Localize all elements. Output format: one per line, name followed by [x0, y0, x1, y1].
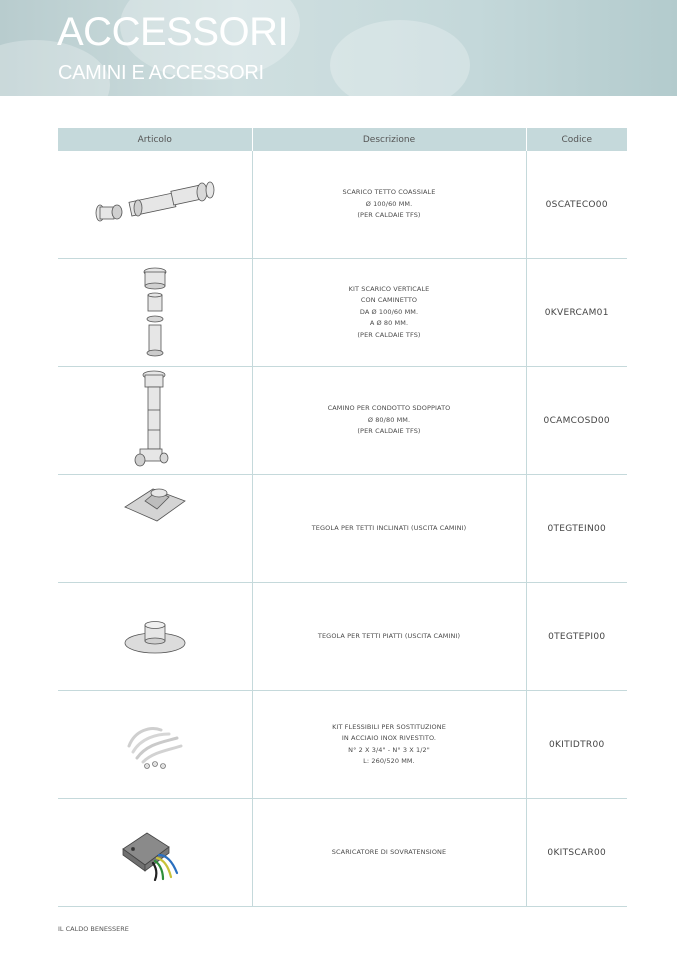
product-table — [58, 128, 627, 907]
split-flue-chimney-image — [130, 370, 180, 472]
table-row — [58, 799, 627, 907]
article-cell — [58, 475, 252, 583]
code-cell: 0TEGTEPI00 — [526, 583, 627, 691]
code-cell: 0SCATECO00 — [526, 151, 627, 259]
code-cell: 0KITSCAR00 — [526, 799, 627, 907]
column-header-codice: Codice — [526, 128, 627, 151]
footer-text: IL CALDO BENESSERE — [58, 925, 129, 933]
column-header-articolo: Articolo — [58, 128, 252, 151]
table-row — [58, 367, 627, 475]
table-row — [58, 583, 627, 691]
article-cell — [58, 151, 252, 259]
flat-roof-tile-image — [123, 619, 187, 655]
table-row — [58, 691, 627, 799]
code-cell: 0TEGTEIN00 — [526, 475, 627, 583]
description-cell: SCARICO TETTO COASSIALE Ø 100/60 MM. (PER CALDAIE TFS) — [252, 151, 526, 259]
description-cell: KIT SCARICO VERTICALE CON CAMINETTO DA Ø 100/60 MM. A Ø 80 MM. (PER CALDAIE TFS) — [252, 259, 526, 367]
description-cell: TEGOLA PER TETTI PIATTI (USCITA CAMINI) — [252, 583, 526, 691]
article-cell — [58, 367, 252, 475]
description-cell: TEGOLA PER TETTI INCLINATI (USCITA CAMINI) — [252, 475, 526, 583]
article-cell — [58, 259, 252, 367]
vertical-flue-kit-image — [135, 267, 175, 359]
code-cell: 0CAMCOSD00 — [526, 367, 627, 475]
table-row — [58, 151, 627, 259]
coaxial-roof-flue-image — [90, 180, 220, 230]
code-cell: 0KITIDTR00 — [526, 691, 627, 799]
table-row — [58, 259, 627, 367]
table-header-row — [58, 128, 627, 151]
table-row — [58, 475, 627, 583]
page-title: ACCESSORI — [57, 10, 289, 54]
description-cell: KIT FLESSIBILI PER SOSTITUZIONE IN ACCIAIO INOX RIVESTITO. N° 2 X 3/4" - N° 3 X 1/2" L: 260/520 MM. — [252, 691, 526, 799]
article-cell — [58, 583, 252, 691]
flexible-hose-kit-image — [123, 720, 187, 770]
pitched-roof-tile-image — [123, 483, 187, 523]
article-cell — [58, 799, 252, 907]
surge-protector-image — [119, 825, 191, 881]
page-subtitle: CAMINI E ACCESSORI — [58, 62, 264, 84]
article-cell — [58, 691, 252, 799]
header-banner — [0, 0, 677, 96]
description-cell: CAMINO PER CONDOTTO SDOPPIATO Ø 80/80 MM. (PER CALDAIE TFS) — [252, 367, 526, 475]
code-cell: 0KVERCAM01 — [526, 259, 627, 367]
description-cell: SCARICATORE DI SOVRATENSIONE — [252, 799, 526, 907]
column-header-descrizione: Descrizione — [252, 128, 526, 151]
